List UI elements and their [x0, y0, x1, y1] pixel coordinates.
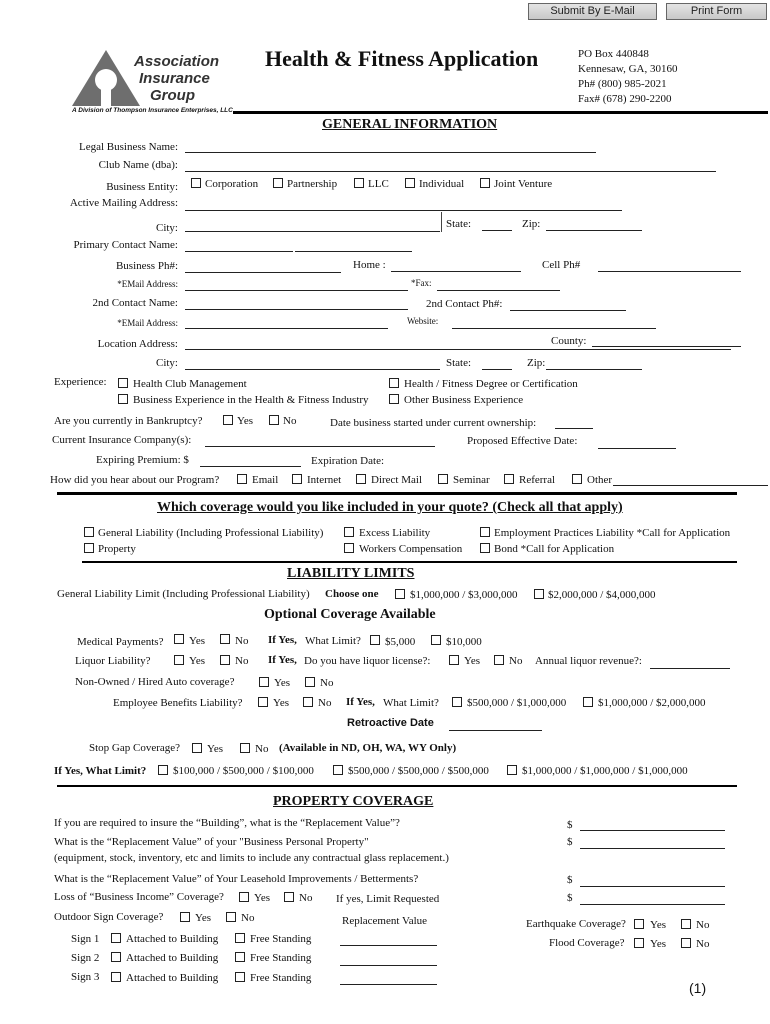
hear-other-field[interactable] — [613, 485, 768, 486]
coverage-option-label: General Liability (Including Professional Liability) — [98, 527, 324, 539]
city-label-2: City: — [155, 357, 178, 369]
address-line-4: Fax# (678) 290-2200 — [578, 93, 672, 105]
coverage-gl-checkbox[interactable] — [84, 527, 94, 537]
legal-name-field[interactable] — [185, 152, 596, 153]
coverage-excess-checkbox[interactable] — [344, 527, 354, 537]
hear-option-label: Direct Mail — [371, 474, 423, 486]
business-income-question: Loss of “Business Income” Coverage? — [54, 891, 224, 903]
hear-option-label: Email — [252, 474, 279, 486]
yes-label: Yes — [273, 697, 290, 709]
entity-option-label: Individual — [419, 178, 465, 190]
free-standing-label: Free Standing — [250, 952, 312, 964]
bankruptcy-yes-checkbox[interactable] — [223, 415, 233, 425]
sign-1-attached-checkbox[interactable] — [111, 933, 121, 943]
medical-5000-checkbox[interactable] — [370, 635, 380, 645]
coverage-option-label: Employment Practices Liability *Call for Application — [494, 527, 731, 539]
city-field[interactable] — [185, 231, 440, 232]
sign-1-value-field[interactable] — [340, 945, 437, 946]
entity-joint-venture-checkbox[interactable] — [480, 178, 490, 188]
annual-liquor-label: Annual liquor revenue?: — [535, 655, 642, 667]
cell-phone-label: Cell Ph# — [542, 259, 581, 271]
dollar-sign: $ — [567, 819, 573, 831]
experience-option-label: Business Experience in the Health & Fitness Industry — [133, 394, 369, 406]
business-income-no-checkbox[interactable] — [284, 892, 294, 902]
building-value-field[interactable] — [580, 830, 725, 831]
current-insurance-field[interactable] — [205, 446, 435, 447]
liability-limits-heading: LIABILITY LIMITS — [287, 566, 415, 581]
sign-2-free-standing-checkbox[interactable] — [235, 952, 245, 962]
mailing-address-label: Active Mailing Address: — [69, 197, 178, 209]
optional-coverage-heading: Optional Coverage Available — [264, 607, 436, 622]
city-field-2[interactable] — [185, 369, 440, 370]
entity-partnership-checkbox[interactable] — [273, 178, 283, 188]
experience-option-label: Health / Fitness Degree or Certification — [404, 378, 578, 390]
home-phone-field[interactable] — [391, 271, 521, 272]
stop-gap-limit-3-checkbox[interactable] — [507, 765, 517, 775]
coverage-option-label: Property — [98, 543, 136, 555]
page-number: (1) — [689, 980, 707, 996]
coverage-epl-checkbox[interactable] — [480, 527, 490, 537]
hear-email-checkbox[interactable] — [237, 474, 247, 484]
leasehold-value-field[interactable] — [580, 886, 725, 887]
flood-yes-checkbox[interactable] — [634, 938, 644, 948]
exp-industry-checkbox[interactable] — [118, 394, 128, 404]
gl-limit-option-label: $2,000,000 / $4,000,000 — [548, 589, 656, 601]
choose-one-label: Choose one — [325, 588, 379, 600]
eb-limit-2-checkbox[interactable] — [583, 697, 593, 707]
business-income-yes-checkbox[interactable] — [239, 892, 249, 902]
hear-seminar-checkbox[interactable] — [438, 474, 448, 484]
medical-limit-option: $10,000 — [446, 636, 482, 648]
entity-option-label: LLC — [368, 178, 389, 190]
no-label: No — [318, 697, 332, 709]
website-field[interactable] — [452, 328, 656, 329]
yes-label: Yes — [189, 655, 206, 667]
hear-referral-checkbox[interactable] — [504, 474, 514, 484]
retroactive-date-label: Retroactive Date — [347, 717, 434, 729]
business-income-limit-field[interactable] — [580, 904, 725, 905]
association-logo-icon — [70, 48, 142, 108]
no-label: No — [255, 743, 269, 755]
coverage-bond-checkbox[interactable] — [480, 543, 490, 553]
expiration-date-label: Expiration Date: — [311, 455, 385, 467]
no-label: No — [509, 655, 523, 667]
coverage-heading: Which coverage would you like included in your quote? (Check all that apply) — [157, 500, 623, 515]
proposed-date-label: Proposed Effective Date: — [467, 435, 578, 447]
gl-limit-label: General Liability Limit (Including Professional Liability) — [57, 588, 310, 600]
field-divider — [441, 212, 442, 232]
yes-label: Yes — [650, 938, 667, 950]
state-field-2[interactable] — [482, 369, 512, 370]
zip-field[interactable] — [546, 230, 642, 231]
sign-1-free-standing-checkbox[interactable] — [235, 933, 245, 943]
if-yes-label: If Yes, — [268, 654, 297, 666]
proposed-date-field[interactable] — [598, 448, 676, 449]
bankruptcy-label: Are you currently in Bankruptcy? — [54, 415, 203, 427]
cell-phone-field[interactable] — [598, 271, 741, 272]
annual-liquor-field[interactable] — [650, 668, 730, 669]
eb-yes-checkbox[interactable] — [258, 697, 268, 707]
if-yes-label: If Yes, — [268, 634, 297, 646]
medical-no-checkbox[interactable] — [220, 634, 230, 644]
if-yes-label: If Yes, — [346, 696, 375, 708]
no-label: No — [283, 415, 297, 427]
coverage-property-checkbox[interactable] — [84, 543, 94, 553]
gl-limit-2-checkbox[interactable] — [534, 589, 544, 599]
dollar-sign: $ — [567, 836, 573, 848]
website-label: Website: — [407, 316, 439, 326]
legal-name-label: Legal Business Name: — [79, 141, 178, 153]
flood-no-checkbox[interactable] — [681, 938, 691, 948]
address-line-2: Kennesaw, GA, 30160 — [578, 63, 678, 75]
sign-label: Sign 2 — [71, 952, 100, 964]
eb-limit-1-checkbox[interactable] — [452, 697, 462, 707]
county-field[interactable] — [592, 346, 741, 347]
second-contact-field[interactable] — [185, 309, 408, 310]
coverage-workers-comp-checkbox[interactable] — [344, 543, 354, 553]
yes-label: Yes — [650, 919, 667, 931]
leasehold-question: What is the “Replacement Value” of Your Leasehold Improvements / Betterments? — [54, 873, 419, 885]
exp-club-management-checkbox[interactable] — [118, 378, 128, 388]
medical-limit-option: $5,000 — [385, 636, 416, 648]
hear-label: How did you hear about our Program? — [50, 474, 220, 486]
state-label: State: — [446, 218, 472, 230]
email-field[interactable] — [185, 290, 408, 291]
business-phone-field[interactable] — [185, 272, 341, 273]
location-address-label: Location Address: — [97, 338, 178, 350]
logo-text-group: Group — [150, 87, 195, 104]
zip-label-2: Zip: — [527, 357, 546, 369]
club-name-field[interactable] — [185, 171, 716, 172]
coverage-option-label: Bond *Call for Application — [494, 543, 615, 555]
sign-label: Sign 1 — [71, 933, 100, 945]
earthquake-label: Earthquake Coverage? — [526, 918, 626, 930]
primary-contact-last-field[interactable] — [295, 251, 412, 252]
fax-label: *Fax: — [411, 278, 432, 288]
stop-gap-yes-checkbox[interactable] — [192, 743, 202, 753]
stop-gap-limit-option: $100,000 / $500,000 / $100,000 — [173, 765, 314, 777]
sign-2-value-field[interactable] — [340, 965, 437, 966]
date-started-field[interactable] — [555, 428, 593, 429]
dollar-sign: $ — [567, 892, 573, 904]
email-field-2[interactable] — [185, 328, 388, 329]
stop-gap-limit-option: $1,000,000 / $1,000,000 / $1,000,000 — [522, 765, 688, 777]
attached-label: Attached to Building — [126, 933, 219, 945]
email-label-2: *EMail Address: — [117, 318, 178, 328]
no-label: No — [235, 655, 249, 667]
yes-label: Yes — [237, 415, 254, 427]
hear-option-label: Seminar — [453, 474, 490, 486]
stop-gap-limit-2-checkbox[interactable] — [333, 765, 343, 775]
second-contact-phone-label: 2nd Contact Ph#: — [426, 298, 503, 310]
attached-label: Attached to Building — [126, 972, 219, 984]
hear-internet-checkbox[interactable] — [292, 474, 302, 484]
second-contact-label: 2nd Contact Name: — [92, 297, 178, 309]
non-owned-auto-label: Non-Owned / Hired Auto coverage? — [75, 676, 235, 688]
no-label: No — [241, 912, 255, 924]
flood-label: Flood Coverage? — [549, 937, 625, 949]
coverage-option-label: Workers Compensation — [359, 543, 463, 555]
liquor-yes-checkbox[interactable] — [174, 655, 184, 665]
medical-10000-checkbox[interactable] — [431, 635, 441, 645]
section-divider — [57, 785, 737, 787]
what-limit-label: What Limit? — [383, 697, 439, 709]
zip-label: Zip: — [522, 218, 541, 230]
city-label: City: — [155, 222, 178, 234]
yes-label: Yes — [189, 635, 206, 647]
fax-field[interactable] — [437, 290, 560, 291]
header-divider — [233, 111, 768, 114]
primary-contact-label: Primary Contact Name: — [73, 239, 178, 251]
logo-tagline: A Division of Thompson Insurance Enterprises, LLC — [72, 107, 233, 114]
eb-no-checkbox[interactable] — [303, 697, 313, 707]
liquor-no-checkbox[interactable] — [220, 655, 230, 665]
hear-option-label: Referral — [519, 474, 556, 486]
replacement-value-label: Replacement Value — [342, 915, 428, 927]
expiring-premium-field[interactable] — [200, 466, 301, 467]
date-started-label: Date business started under current ownership: — [330, 417, 537, 429]
yes-label: Yes — [464, 655, 481, 667]
liquor-license-no-checkbox[interactable] — [494, 655, 504, 665]
liquor-liability-label: Liquor Liability? — [75, 655, 151, 667]
address-line-1: PO Box 440848 — [578, 48, 649, 60]
no-label: No — [320, 677, 334, 689]
retroactive-date-field[interactable] — [449, 730, 542, 731]
earthquake-yes-checkbox[interactable] — [634, 919, 644, 929]
building-value-question: If you are required to insure the “Building”, what is the “Replacement Value”? — [54, 817, 400, 829]
address-line-3: Ph# (800) 985-2021 — [578, 78, 667, 90]
stop-gap-no-checkbox[interactable] — [240, 743, 250, 753]
email-label: *EMail Address: — [117, 279, 178, 289]
yes-label: Yes — [254, 892, 271, 904]
yes-label: Yes — [207, 743, 224, 755]
hear-other-checkbox[interactable] — [572, 474, 582, 484]
submit-email-button[interactable]: Submit By E-Mail — [528, 3, 657, 20]
stop-gap-label: Stop Gap Coverage? — [89, 742, 181, 754]
stop-gap-if-yes-label: If Yes, What Limit? — [54, 765, 147, 777]
current-insurance-label: Current Insurance Company(s): — [52, 434, 192, 446]
outdoor-sign-label: Outdoor Sign Coverage? — [54, 911, 164, 923]
county-label: County: — [551, 335, 587, 347]
yes-label: Yes — [195, 912, 212, 924]
no-label: No — [235, 635, 249, 647]
no-label: No — [696, 919, 710, 931]
hear-direct-mail-checkbox[interactable] — [356, 474, 366, 484]
non-owned-no-checkbox[interactable] — [305, 677, 315, 687]
eb-limit-option: $500,000 / $1,000,000 — [467, 697, 567, 709]
yes-label: Yes — [274, 677, 291, 689]
bankruptcy-no-checkbox[interactable] — [269, 415, 279, 425]
zip-field-2[interactable] — [546, 369, 642, 370]
stop-gap-limit-option: $500,000 / $500,000 / $500,000 — [348, 765, 489, 777]
medical-payments-label: Medical Payments? — [77, 636, 164, 648]
employee-benefits-label: Employee Benefits Liability? — [113, 697, 243, 709]
attached-label: Attached to Building — [126, 952, 219, 964]
stop-gap-availability-note: (Available in ND, OH, WA, WY Only) — [279, 742, 457, 754]
stop-gap-limit-1-checkbox[interactable] — [158, 765, 168, 775]
liquor-license-label: Do you have liquor license?: — [304, 655, 431, 667]
state-label-2: State: — [446, 357, 472, 369]
bpp-value-note: (equipment, stock, inventory, etc and limits to include any contractual glass replacement.) — [54, 852, 449, 864]
dollar-sign: $ — [567, 874, 573, 886]
sign-3-attached-checkbox[interactable] — [111, 972, 121, 982]
entity-option-label: Corporation — [205, 178, 259, 190]
primary-contact-first-field[interactable] — [185, 251, 293, 252]
section-divider — [82, 561, 737, 563]
earthquake-no-checkbox[interactable] — [681, 919, 691, 929]
bpp-value-question: What is the “Replacement Value” of your "Business Personal Property" — [54, 836, 369, 848]
property-coverage-heading: PROPERTY COVERAGE — [273, 794, 434, 809]
liquor-license-yes-checkbox[interactable] — [449, 655, 459, 665]
entity-option-label: Partnership — [287, 178, 338, 190]
entity-individual-checkbox[interactable] — [405, 178, 415, 188]
page-title: Health & Fitness Application — [265, 46, 539, 71]
free-standing-label: Free Standing — [250, 972, 312, 984]
state-field[interactable] — [482, 230, 512, 231]
outdoor-sign-yes-checkbox[interactable] — [180, 912, 190, 922]
hear-option-label: Internet — [307, 474, 342, 486]
expiring-premium-label: Expiring Premium: $ — [96, 454, 189, 466]
experience-option-label: Other Business Experience — [404, 394, 524, 406]
section-divider — [57, 492, 737, 495]
company-address — [578, 47, 678, 107]
gl-limit-1-checkbox[interactable] — [395, 589, 405, 599]
club-name-label: Club Name (dba): — [98, 159, 178, 171]
coverage-option-label: Excess Liability — [359, 527, 431, 539]
home-phone-label: Home : — [353, 259, 386, 271]
sign-label: Sign 3 — [71, 971, 100, 983]
logo-text-insurance: Insurance — [139, 70, 210, 87]
no-label: No — [299, 892, 313, 904]
no-label: No — [696, 938, 710, 950]
free-standing-label: Free Standing — [250, 933, 312, 945]
bpp-value-field[interactable] — [580, 848, 725, 849]
eb-limit-option: $1,000,000 / $2,000,000 — [598, 697, 706, 709]
business-phone-label: Business Ph#: — [115, 260, 178, 272]
second-contact-phone-field[interactable] — [510, 310, 626, 311]
entity-llc-checkbox[interactable] — [354, 178, 364, 188]
sign-3-value-field[interactable] — [340, 984, 437, 985]
experience-label: Experience: — [54, 376, 107, 388]
exp-degree-checkbox[interactable] — [389, 378, 399, 388]
logo-text-association: Association — [134, 53, 220, 70]
hear-option-label: Other — [587, 474, 613, 486]
gl-limit-option-label: $1,000,000 / $3,000,000 — [410, 589, 518, 601]
sign-3-free-standing-checkbox[interactable] — [235, 972, 245, 982]
exp-other-checkbox[interactable] — [389, 394, 399, 404]
non-owned-yes-checkbox[interactable] — [259, 677, 269, 687]
general-information-heading: GENERAL INFORMATION — [322, 117, 498, 132]
entity-option-label: Joint Venture — [494, 178, 553, 190]
sign-2-attached-checkbox[interactable] — [111, 952, 121, 962]
experience-option-label: Health Club Management — [133, 378, 247, 390]
limit-requested-label: If yes, Limit Requested — [336, 893, 440, 905]
print-form-button[interactable]: Print Form — [666, 3, 767, 20]
outdoor-sign-no-checkbox[interactable] — [226, 912, 236, 922]
entity-corporation-checkbox[interactable] — [191, 178, 201, 188]
what-limit-label: What Limit? — [305, 635, 361, 647]
location-address-field[interactable] — [185, 349, 731, 350]
medical-yes-checkbox[interactable] — [174, 634, 184, 644]
business-entity-label: Business Entity: — [106, 181, 178, 193]
mailing-address-field[interactable] — [185, 210, 622, 211]
